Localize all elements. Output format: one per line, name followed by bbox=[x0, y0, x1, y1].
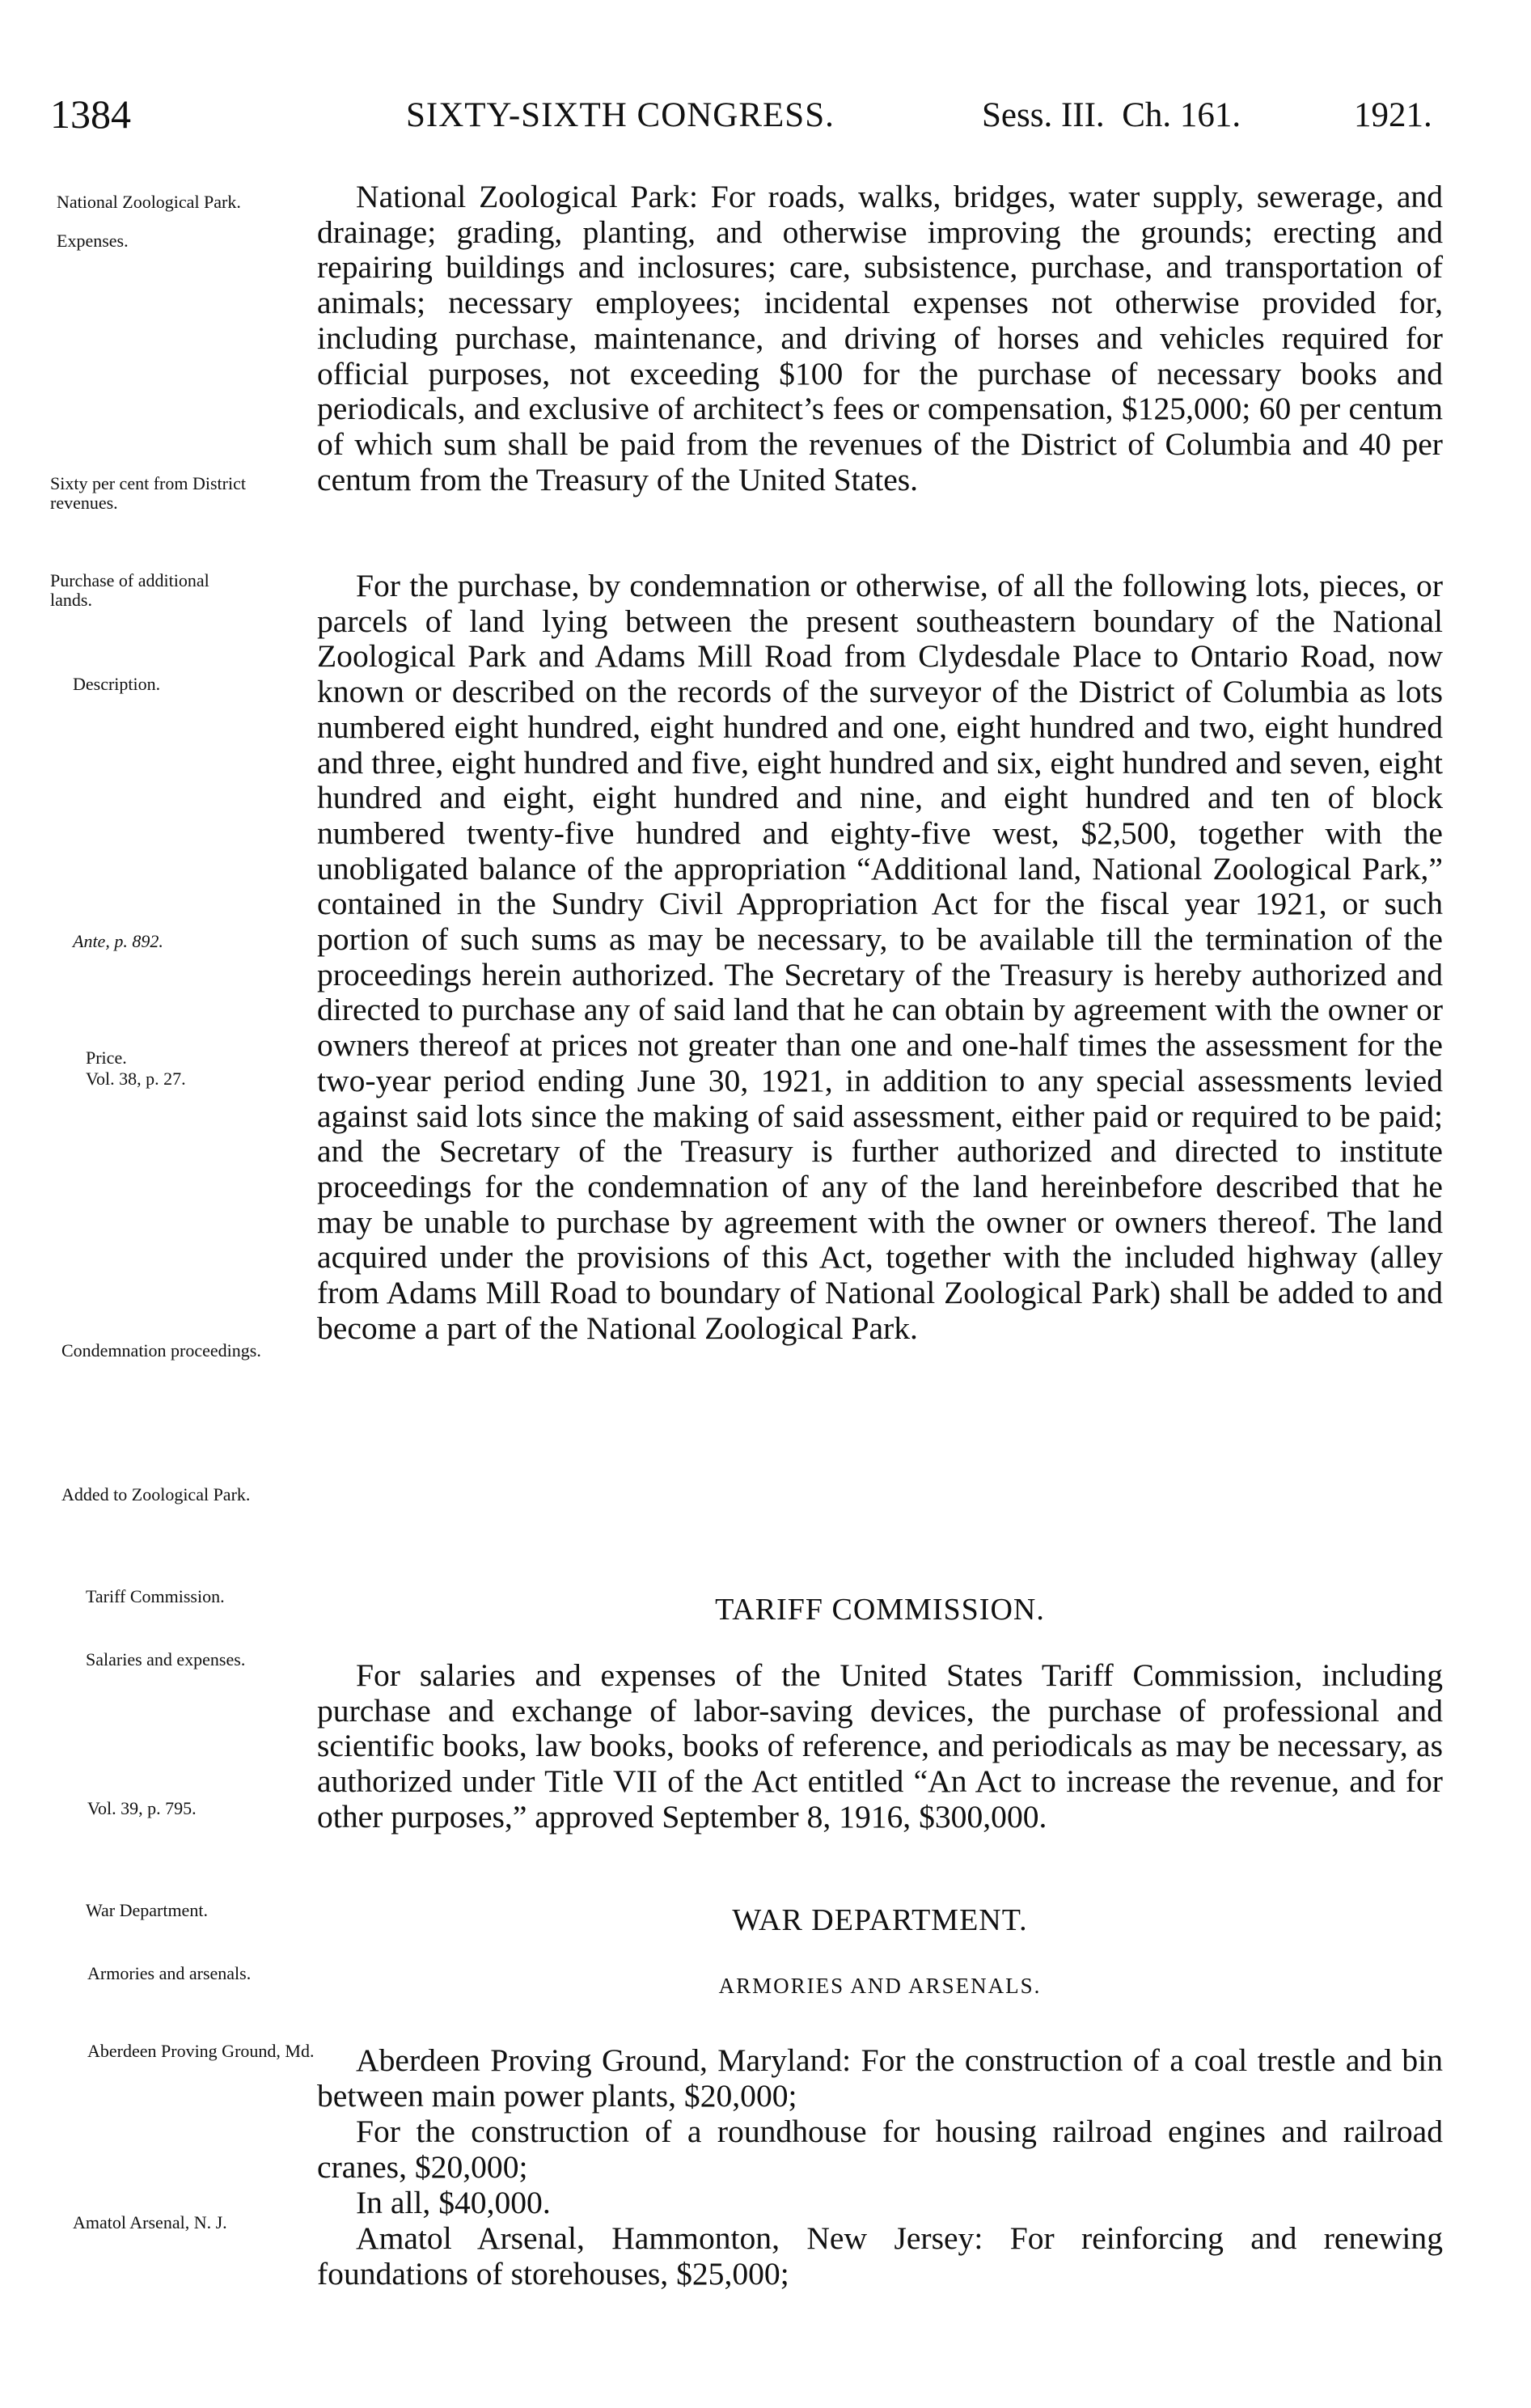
margin-note-condemnation: Condemnation proceedings. bbox=[61, 1340, 261, 1361]
zoo-park-paragraph: National Zoological Park: For roads, walks, bridges, water supply, sewerage, and drainage; grading, planting, and otherwise improving the grounds; erecting and repairing buildings and inclosures; care, subsistence, purchase, and transportation of animals; necessary employees; incidental expenses not otherwise provided for, including purchase, maintenance, and driving of horses and vehicles required for official purposes, not exceeding $100 for the purchase of necessary books and periodicals, and exclusive of architect’s fees or compensation, $125,000; 60 per centum of which sum shall be paid from the revenues of the District of Columbia and 40 per centum from the Treasury of the United States. bbox=[317, 179, 1443, 497]
amatol-paragraph: Amatol Arsenal, Hammonton, New Jersey: For reinforcing and renewing foundations of storehouses, $25,000; bbox=[317, 2220, 1443, 2292]
margin-note-price: Price. bbox=[86, 1047, 127, 1068]
margin-note-description: Description. bbox=[73, 674, 161, 694]
margin-note-war-department: War Department. bbox=[86, 1900, 208, 1920]
margin-note-added-zoo: Added to Zoological Park. bbox=[61, 1484, 251, 1504]
header-year: 1921. bbox=[1354, 96, 1432, 134]
header-chapter: Ch. 161. bbox=[1122, 96, 1241, 134]
margin-note-ante: Ante, p. 892. bbox=[73, 931, 163, 951]
land-purchase-paragraph: For the purchase, by condemnation or otherwise, of all the following lots, pieces, or parcels of land lying between the present southeastern boundary of the National Zoological Park and Adams Mill Road from Clydesdale Place to Ontario Road, now known or described on the records of the surveyor of the District of Columbia as lots numbered eight hundred, eight hundred and one, eight hundred and two, eight hundred and three, eight hundred and five, eight hundred and six, eight hundred and seven, eight hundred and eight, eight hundred and nine, and eight hundred and ten of block numbered twenty-five hundred and eighty-five west, $2,500, together with the unobligated balance of the appropriation “Additional land, National Zoological Park,” contained in the Sundry Civil Appropriation Act for the fiscal year 1921, or such portion of such sums as may be necessary, to be available till the termination of the proceedings herein authorized. The Secretary of the Treasury is hereby authorized and directed to purchase any of said land that he can obtain by agreement with the owner or owners thereof at prices not greater than one and one-half times the assessment for the two-year period ending June 30, 1921, in addition to any special assessments levied against said lots since the making of said assessment, either paid or required to be paid; and the Secretary of the Treasury is further authorized and directed to institute proceedings for the condemnation of any of the land hereinbefore described that he may be unable to purchase by agreement with the owner or owners thereof. The land acquired under the provisions of this Act, together with the included highway (alley from Adams Mill Road to boundary of National Zoological Park) shall be added to and become a part of the National Zoological Park. bbox=[317, 568, 1443, 1346]
armories-heading: ARMORIES AND ARSENALS. bbox=[718, 1974, 1042, 1998]
margin-note-expenses: Expenses. bbox=[57, 231, 129, 251]
margin-note-vol39: Vol. 39, p. 795. bbox=[87, 1798, 197, 1818]
margin-note-sixty-per-cent: Sixty per cent from District revenues. bbox=[50, 473, 246, 513]
aberdeen-paragraph: Aberdeen Proving Ground, Maryland: For the construction of a coal trestle and bin between main power plants, $20,000; bbox=[317, 2042, 1443, 2114]
running-header bbox=[50, 91, 1457, 139]
margin-note-salaries: Salaries and expenses. bbox=[86, 1649, 246, 1670]
margin-note-purchase-lands: Purchase of additional lands. bbox=[50, 570, 209, 610]
tariff-paragraph: For salaries and expenses of the United States Tariff Commission, including purchase and exchange of labor-saving devices, the purchase of professional and scientific books, law books, books of reference, and periodicals as may be necessary, as authorized under Title VII of the Act entitled “An Act to increase the revenue, and for other purposes,” approved September 8, 1916, $300,000. bbox=[317, 1657, 1443, 1835]
in-all-total: In all, $40,000. bbox=[356, 2185, 551, 2220]
page-number: 1384 bbox=[50, 91, 131, 137]
margin-note-zoo-park: National Zoological Park. bbox=[57, 192, 241, 212]
margin-note-tariff: Tariff Commission. bbox=[86, 1586, 225, 1606]
war-department-heading: WAR DEPARTMENT. bbox=[732, 1903, 1028, 1937]
header-session: Sess. III. bbox=[982, 96, 1105, 134]
header-title: SIXTY-SIXTH CONGRESS. bbox=[406, 96, 835, 134]
margin-note-armories: Armories and arsenals. bbox=[87, 1963, 252, 1983]
margin-note-vol38: Vol. 38, p. 27. bbox=[86, 1069, 186, 1089]
margin-note-aberdeen: Aberdeen Proving Ground, Md. bbox=[87, 2041, 315, 2061]
roundhouse-paragraph: For the construction of a roundhouse for housing railroad engines and railroad cranes, $20,000; bbox=[317, 2114, 1443, 2185]
margin-note-amatol: Amatol Arsenal, N. J. bbox=[73, 2212, 227, 2232]
header-session-chapter bbox=[982, 95, 1241, 135]
tariff-commission-heading: TARIFF COMMISSION. bbox=[715, 1593, 1045, 1627]
